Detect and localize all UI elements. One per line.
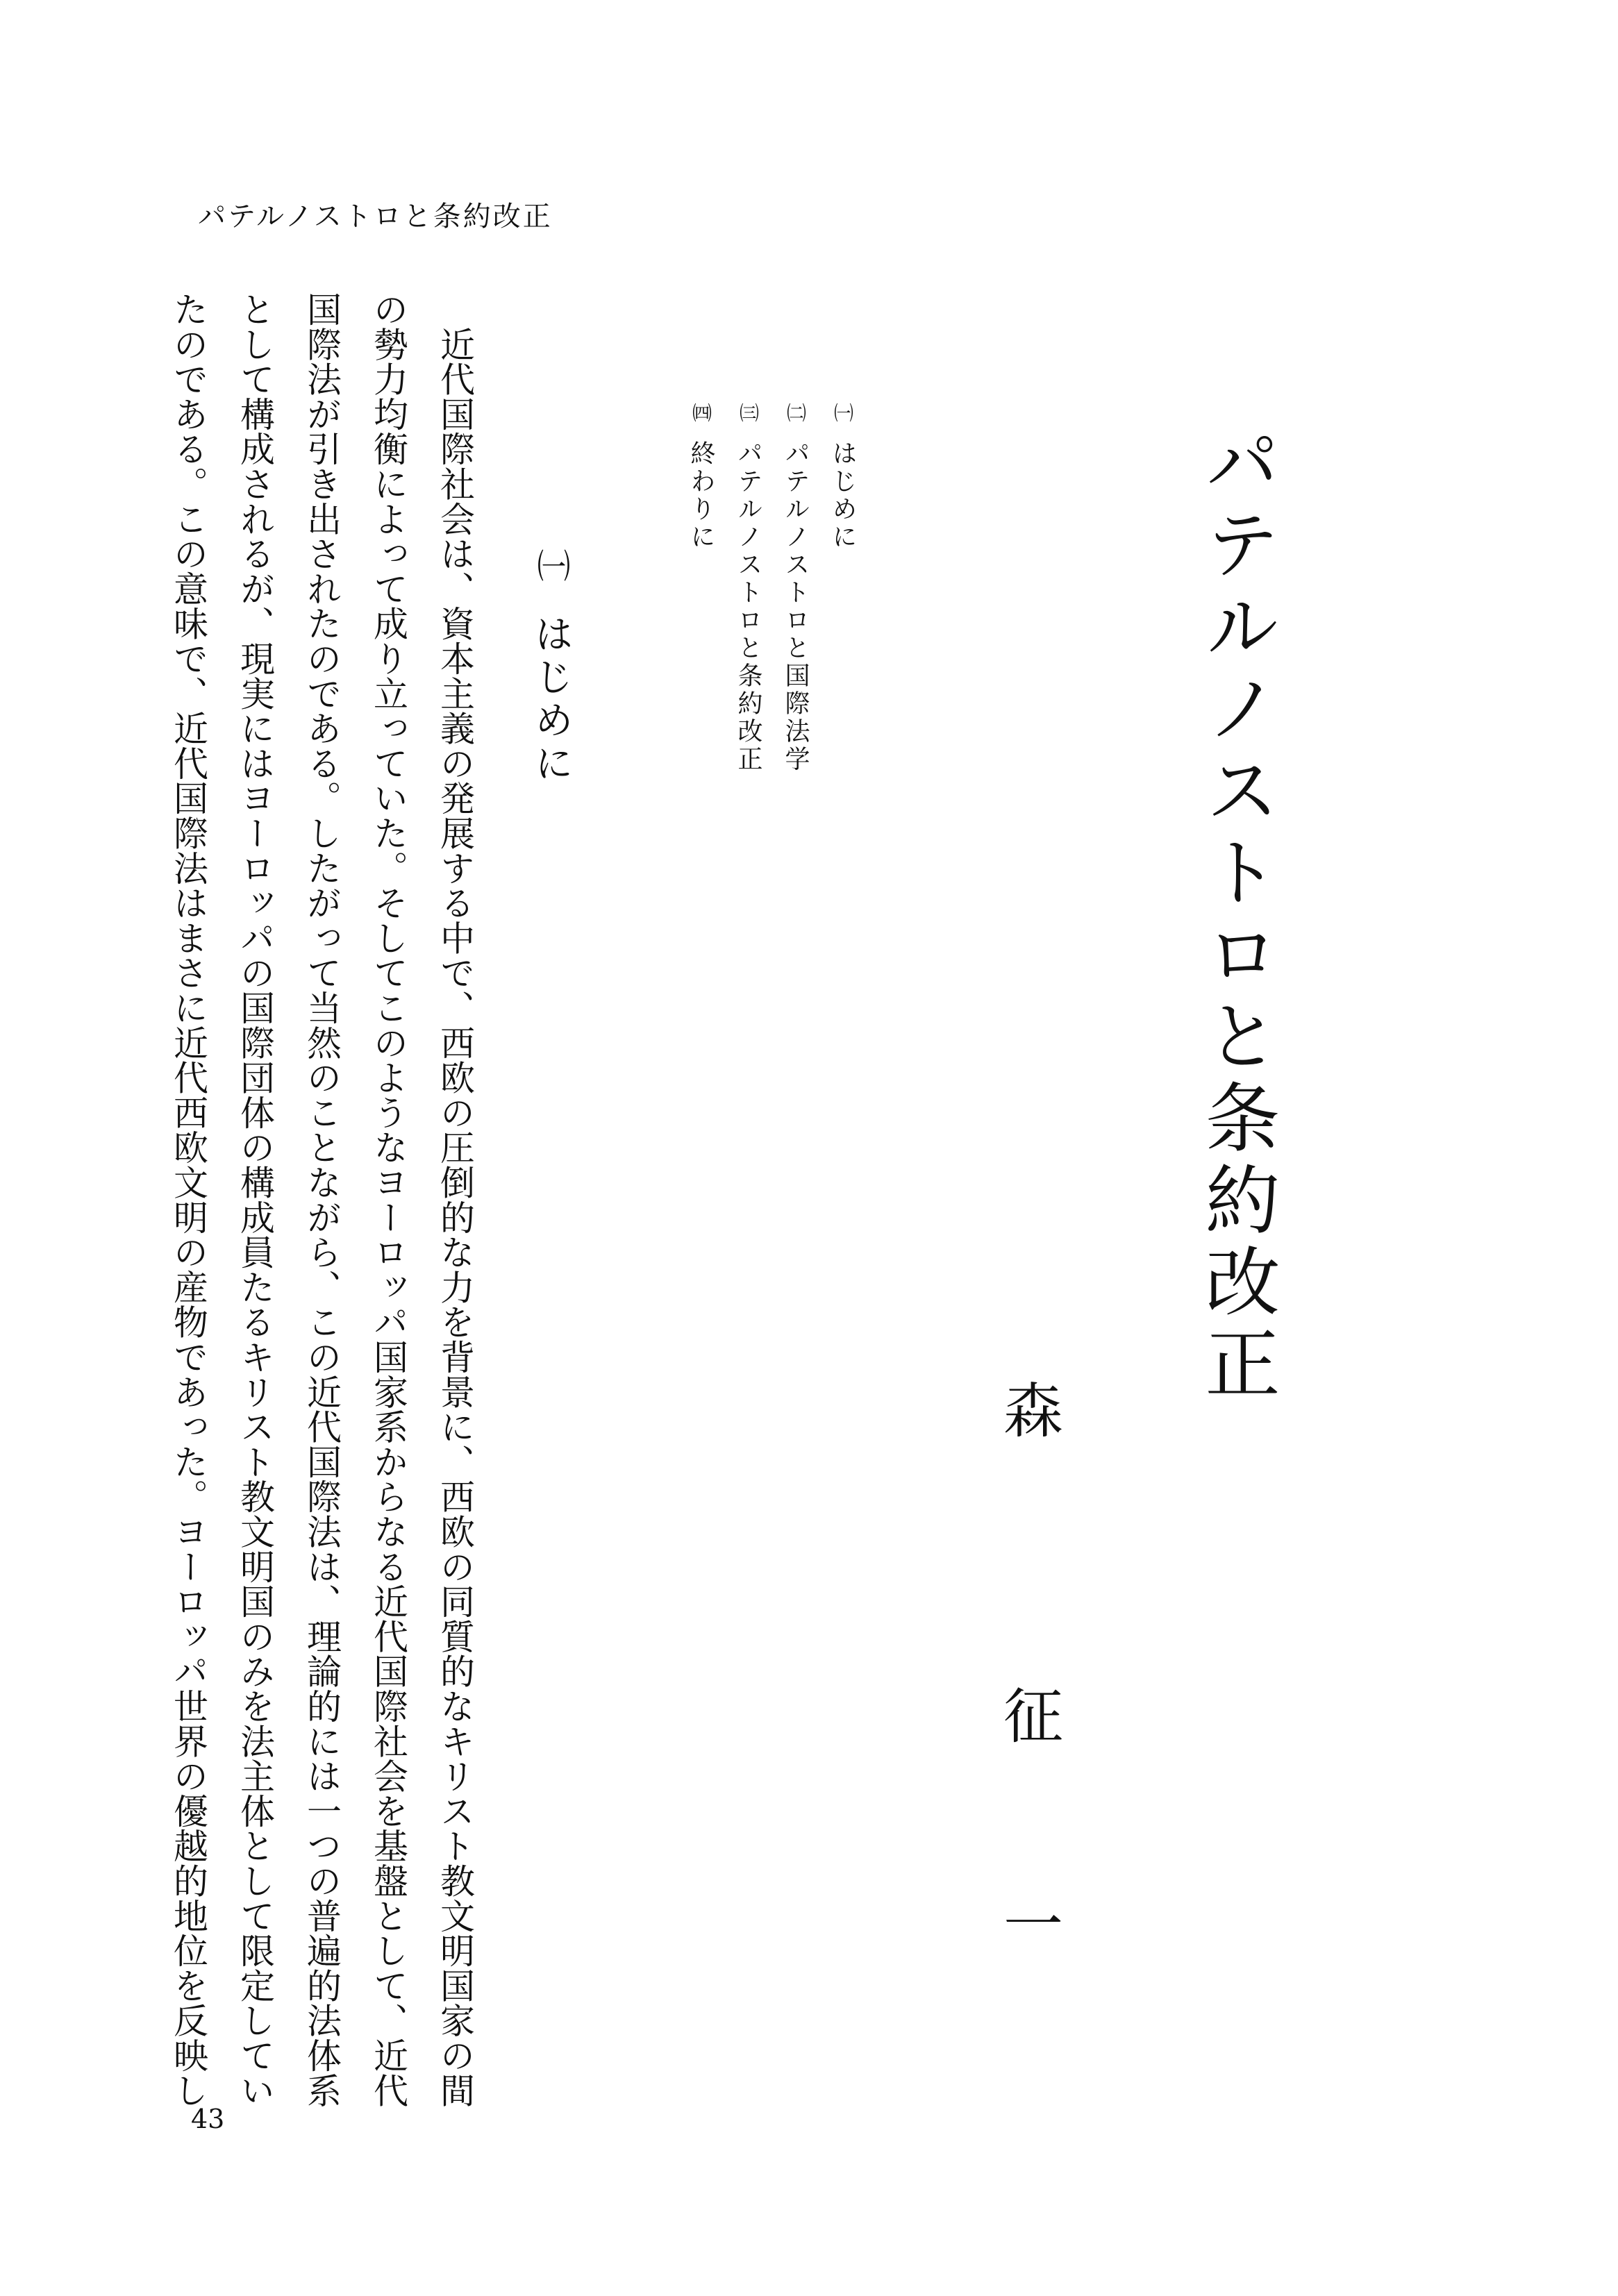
body-line: の勢力均衡によって成り立っていた。そしてこのようなヨーロッパ国家系からなる近代国際社会を基盤として、近代 [368, 292, 408, 2108]
body-text [160, 292, 493, 2108]
toc-item-number: ㈠ [831, 403, 854, 425]
running-header: パテルノストロと条約改正 [198, 201, 553, 233]
toc-item [830, 403, 855, 551]
section-heading [528, 548, 574, 786]
toc-item-label: パテルノストロと条約改正 [734, 440, 762, 773]
section-number: ㈠ [531, 548, 570, 586]
toc-item [783, 403, 808, 773]
section-label: はじめに [528, 614, 574, 786]
page-number: 43 [191, 2104, 225, 2134]
toc-item-label: パテルノストロと国際法学 [781, 440, 810, 773]
toc-item-number: ㈣ [690, 403, 712, 425]
author-name-char-2: 征 [1003, 1682, 1063, 1752]
author-name-char-1: 森 [1003, 1377, 1063, 1446]
body-line: たのである。この意味で、近代国際法はまさに近代西欧文明の産物であった。ヨーロッパ世界の優越的地位を反映し [168, 292, 208, 2108]
toc-item-label: 終わりに [687, 440, 715, 551]
toc-item-label: はじめに [828, 440, 857, 551]
author-name-char-3: 一 [1003, 1891, 1063, 1960]
toc-item [735, 403, 760, 773]
body-line: 国際法が引き出されたのである。したがって当然のことながら、この近代国際法は、理論的には一つの普遍的法体系 [301, 292, 342, 2108]
table-of-contents [684, 403, 871, 819]
body-line: として構成されるが、現実にはヨーロッパの国際団体の構成員たるキリスト教文明国のみを法主体として限定してい [235, 292, 275, 2108]
toc-item-number: ㈡ [784, 403, 807, 425]
body-line: 近代国際社会は、資本主義の発展する中で、西欧の圧倒的な力を背景に、西欧の同質的なキリスト教文明国家の間 [435, 292, 475, 2108]
article-title: パテルノストロと条約改正 [1192, 424, 1279, 1407]
toc-item-number: ㈢ [737, 403, 760, 425]
toc-item [688, 403, 713, 551]
